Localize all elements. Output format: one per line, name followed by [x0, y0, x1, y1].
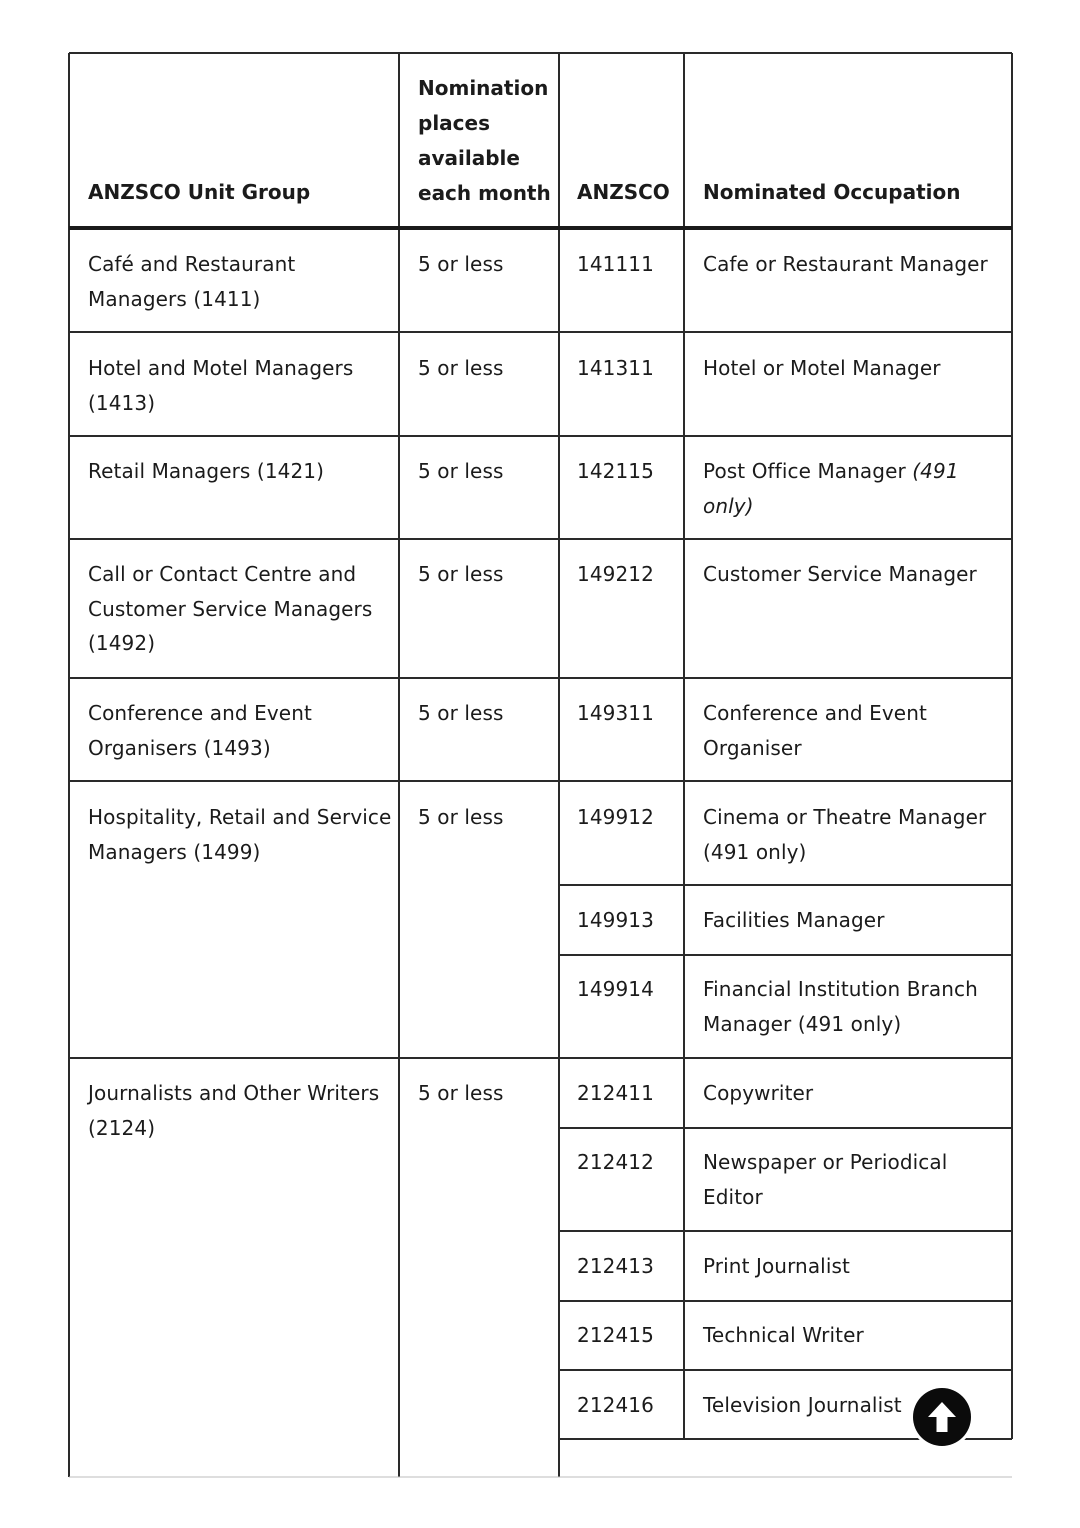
anzsco-code-cell: 149212	[577, 562, 654, 586]
unit-group-cell	[88, 557, 372, 661]
anzsco-code-cell: 141111	[577, 252, 654, 276]
places-cell: 5 or less	[418, 459, 504, 483]
occupation-line: Manager (491 only)	[703, 1011, 902, 1036]
occupation-cell: Cafe or Restaurant Manager	[703, 252, 988, 276]
unit-group-line: Conference and Event	[88, 701, 312, 725]
occupation-line: (491 only)	[703, 839, 807, 864]
unit-group-line: Hospitality, Retail and Service	[88, 805, 392, 829]
anzsco-code-cell: 149912	[577, 805, 654, 829]
header-occupation: Nominated Occupation	[703, 180, 961, 204]
places-cell: 5 or less	[418, 252, 504, 276]
occupation-cell: Customer Service Manager	[703, 562, 977, 586]
unit-group-line: Café and Restaurant	[88, 252, 296, 276]
anzsco-code-cell: 149914	[577, 977, 654, 1001]
unit-group-cell	[88, 454, 324, 489]
occupation-line: Conference and Event	[703, 701, 927, 725]
occupation-cell: Print Journalist	[703, 1254, 850, 1278]
unit-group-cell	[88, 1076, 379, 1145]
anzsco-code-cell: 212415	[577, 1323, 654, 1347]
anzsco-code-cell: 149311	[577, 701, 654, 725]
occupation-note: (491	[912, 459, 959, 483]
unit-group-cell	[88, 800, 391, 869]
occupation-note: only)	[703, 493, 754, 518]
occupation-cell	[703, 696, 927, 765]
anzsco-code-cell: 212416	[577, 1393, 654, 1417]
header-places-line: each month	[418, 181, 551, 205]
occupation-text: Post Office Manager	[703, 459, 906, 483]
arrow-up-circle-icon	[922, 1397, 962, 1437]
occupation-line: Newspaper or Periodical	[703, 1150, 948, 1174]
header-unit-group: ANZSCO Unit Group	[88, 180, 311, 204]
unit-group-line: Organisers (1493)	[88, 735, 271, 760]
occupation-line: Organiser	[703, 735, 802, 760]
occupation-line	[703, 454, 959, 489]
occupation-cell	[703, 800, 986, 869]
occupation-cell	[703, 454, 959, 523]
anzsco-code-cell: 212411	[577, 1081, 654, 1105]
unit-group-line: Managers (1411)	[88, 286, 261, 311]
occupation-line: Financial Institution Branch	[703, 977, 978, 1001]
header-places-line: places	[418, 111, 490, 135]
unit-group-line: Call or Contact Centre and	[88, 562, 357, 586]
places-cell: 5 or less	[418, 562, 504, 586]
occupation-cell: Television Journalist	[703, 1393, 902, 1417]
unit-group-line: (2124)	[88, 1115, 156, 1140]
places-cell: 5 or less	[418, 805, 504, 829]
scroll-to-top-button[interactable]	[913, 1388, 971, 1446]
anzsco-code-cell: 149913	[577, 908, 654, 932]
occupation-line: Cinema or Theatre Manager	[703, 805, 987, 829]
anzsco-code-cell: 141311	[577, 356, 654, 380]
header-places	[418, 71, 551, 211]
unit-group-line: Customer Service Managers	[88, 596, 373, 621]
unit-group-line: (1492)	[88, 631, 156, 655]
anzsco-code-cell: 212412	[577, 1150, 654, 1174]
occupation-line: Editor	[703, 1184, 763, 1209]
unit-group-cell	[88, 247, 295, 316]
header-places-line: available	[418, 146, 520, 170]
unit-group-line: Hotel and Motel Managers	[88, 356, 354, 380]
header-places-line: Nomination	[418, 76, 549, 100]
occupation-cell	[703, 1145, 947, 1214]
occupation-cell: Copywriter	[703, 1081, 814, 1105]
unit-group-line: Retail Managers (1421)	[88, 459, 325, 483]
anzsco-code-cell: 142115	[577, 459, 654, 483]
occupation-cell: Hotel or Motel Manager	[703, 356, 941, 380]
anzsco-code-cell: 212413	[577, 1254, 654, 1278]
header-anzsco: ANZSCO	[577, 180, 670, 204]
places-cell: 5 or less	[418, 701, 504, 725]
occupation-cell: Facilities Manager	[703, 908, 885, 932]
unit-group-cell	[88, 696, 312, 765]
unit-group-line: (1413)	[88, 390, 156, 415]
unit-group-line: Journalists and Other Writers	[88, 1081, 380, 1105]
unit-group-cell	[88, 351, 353, 420]
occupation-cell: Technical Writer	[703, 1323, 864, 1347]
unit-group-line: Managers (1499)	[88, 839, 261, 864]
occupation-cell	[703, 972, 978, 1041]
places-cell: 5 or less	[418, 356, 504, 380]
places-cell: 5 or less	[418, 1081, 504, 1105]
